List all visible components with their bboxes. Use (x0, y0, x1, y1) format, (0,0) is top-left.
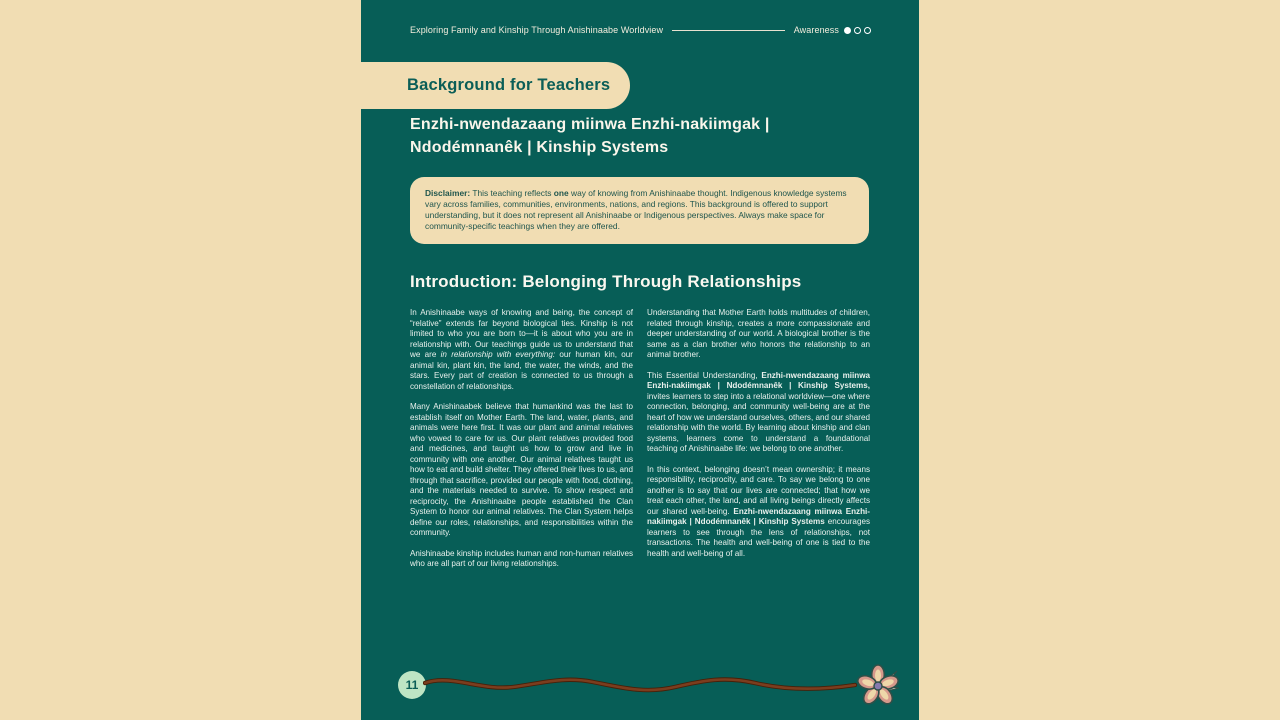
body-paragraph: Anishinaabe kinship includes human and non-human relatives who are all part of our living relationships. (410, 548, 633, 568)
body-paragraph: Many Anishinaabek believe that humankind was the last to establish itself on Mother Earth. The land, water, plants, and animals were here first. It was our plant and animal relatives who vowed to care for us. Our plant relatives provided food and medicines, and taught us how to grow and live in community with one another. Our animal relatives taught us how to eat and build shelter. They offered their lives to us, and through that sacrifice, provided our people with food, clothing, and the materials needed to survive. To show respect and reciprocity, the Anishinaabe people established the Clan System to honor our animal relatives. The Clan System helps define our roles, relationships, and responsibilities within the community. (410, 402, 633, 537)
body-paragraph: In Anishinaabe ways of knowing and being, the concept of “relative” extends far beyond biological ties. Kinship is not limited to who you are born to—it is about who you are in relationship with. Our teachings guide us to understand that we are in relationship with everything: our human kin, our animal kin, plant kin, the land, the water, the winds, and the stars. Every part of creation is connected to us through a constellation of relationships. (410, 308, 633, 391)
disclaimer-box (410, 177, 869, 244)
section-heading: Introduction: Belonging Through Relationships (410, 272, 802, 291)
lesson-title (410, 114, 885, 159)
document-page (361, 0, 919, 720)
background-for-teachers-banner (0, 62, 630, 109)
running-header (410, 25, 871, 35)
body-paragraph: In this context, belonging doesn’t mean ownership; it means responsibility, reciprocity, and care. To say we belong to one another is to say that our lives are connected; that how we treat each other, the land, and all living beings directly affects our shared well-being. Enzhi-nwendazaang miinwa Enzhi-nakiimgak | Ndodémnanêk | Kinship Systems encourages learners to see through the lens of relationships, not transactions. The health and well-being of one is tied to the health and well-being of all. (647, 464, 870, 558)
lesson-title-line: Enzhi-nwendazaang miinwa Enzhi-nakiimgak | (410, 116, 770, 133)
dot-empty-icon (864, 27, 871, 34)
column-right (647, 308, 870, 580)
dot-empty-icon (854, 27, 861, 34)
lesson-title-line: Ndodémnanêk | Kinship Systems (410, 138, 669, 156)
wavy-line-decoration (423, 666, 859, 706)
body-paragraph: Understanding that Mother Earth holds multitudes of children, related through kinship, creates a more compassionate and deeper understanding of our world. A biological brother is the same as a clan brother who honors the relationship to an animal brother. (647, 308, 870, 359)
doc-title: Exploring Family and Kinship Through Anishinaabe Worldview (410, 25, 664, 35)
dot-filled-icon (844, 27, 851, 34)
level-progress-dots (844, 27, 871, 34)
level-label: Awareness (793, 25, 839, 35)
page-number-badge: 11 (398, 671, 426, 699)
banner-label: Background for Teachers (407, 76, 611, 94)
disclaimer-text: Disclaimer: This teaching reflects one way of knowing from Anishinaabe thought. Indigenous knowledge systems vary across families, communities, environments, nations, and regions. This background is offered to support understanding, but it does not represent all Anishinaabe or Indigenous perspectives. Always make space for community-specific teachings when they are offered. (425, 188, 847, 231)
flower-icon (855, 662, 901, 710)
header-rule (672, 30, 785, 31)
body-paragraph: This Essential Understanding, Enzhi-nwendazaang miinwa Enzhi-nakiimgak | Ndodémnanêk | Kinship Systems, invites learners to step into a relational worldview—one where connection, belonging, and community well-being are at the heart of how we understand ourselves, others, and our shared relationship with the world. By learning about kinship and clan systems, learners come to understand a foundational teaching of Anishinaabe life: we belong to one another. (647, 370, 870, 453)
body-columns (410, 308, 870, 580)
column-left (410, 308, 633, 580)
